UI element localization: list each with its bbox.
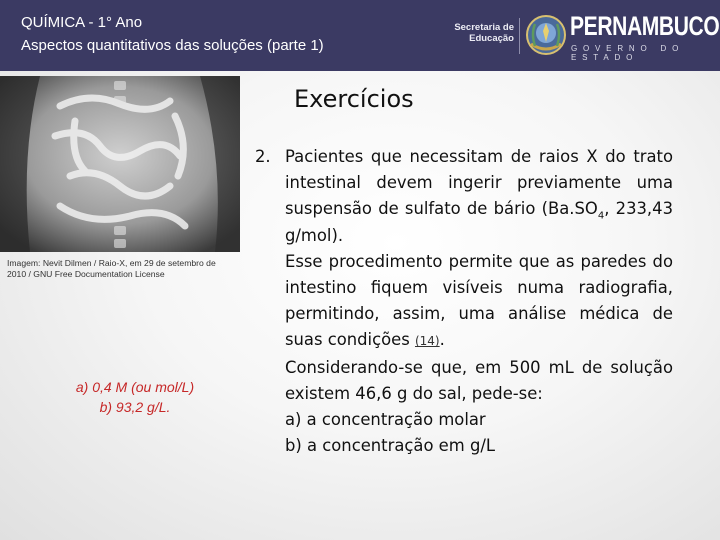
answer-b: b) 93,2 g/L. — [99, 399, 171, 415]
question-number: 2. — [255, 147, 271, 166]
state-emblem-icon — [525, 14, 567, 56]
question-procedure: Esse procedimento permite que as paredes do intestino fiquem visíveis numa radiografia, permitindo, assim, uma análise médica de suas condições (14). — [285, 251, 673, 350]
answer-box — [20, 377, 250, 417]
slide-title: Exercícios — [294, 85, 414, 113]
image-credit: Imagem: Nevit Dilmen / Raio-X, em 29 de setembro de 2010 / GNU Free Documentation License — [7, 258, 216, 279]
brand-subtitle: GOVERNO DO ESTADO — [571, 44, 685, 62]
reference-link[interactable]: (14) — [414, 334, 440, 349]
question-condition: Considerando-se que, em 500 mL de solução existem 46,6 g do sal, pede-se: — [285, 357, 673, 403]
question-intro: Pacientes que necessitam de raios X do trato intestinal devem ingerir previamente uma suspensão de sulfato de bário ($Ba.SO_4$, 233,43 g/mol). — [285, 147, 673, 245]
question-item-b: b) a concentração em g/L — [285, 436, 495, 456]
header-divider — [519, 18, 520, 54]
brand-name: PERNAMBUCO — [570, 11, 720, 41]
question-2 — [255, 144, 673, 459]
course-title: QUÍMICA - 1° Ano — [21, 14, 143, 31]
question-item-a: a) a concentração molar — [285, 410, 486, 430]
header-bar — [0, 0, 720, 71]
answer-a: a) 0,4 M (ou mol/L) — [75, 379, 195, 395]
secretaria-label: Secretaria de Educação — [454, 22, 514, 44]
lesson-subtitle: Aspectos quantitativos das soluções (parte 1) — [21, 37, 324, 54]
xray-image — [0, 76, 240, 252]
